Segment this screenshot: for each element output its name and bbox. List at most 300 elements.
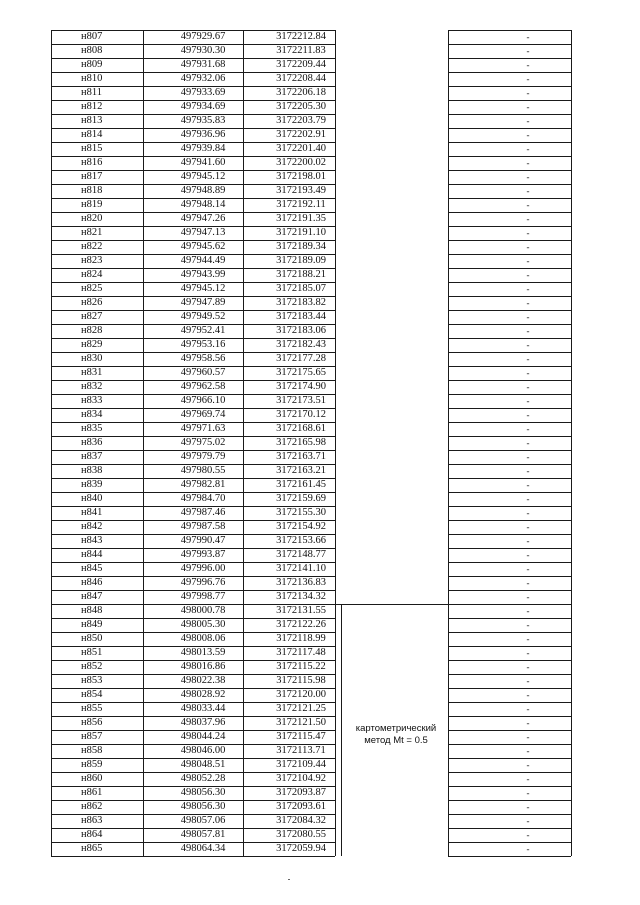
table-row (51, 632, 571, 646)
row-divider (448, 856, 571, 857)
row-divider (51, 702, 335, 703)
table-row (51, 674, 571, 688)
row-divider (448, 520, 571, 521)
table-row (51, 436, 571, 450)
x-coordinate-cell: 497953.16 (180, 339, 226, 350)
table-row (51, 338, 571, 352)
table-row (51, 240, 571, 254)
dash-cell: - (526, 88, 530, 98)
x-coordinate-cell: 497935.83 (180, 115, 226, 126)
row-divider (448, 786, 571, 787)
table-row (51, 730, 571, 744)
table-row (51, 408, 571, 422)
table-row (51, 744, 571, 758)
row-divider (51, 324, 335, 325)
row-divider (51, 450, 335, 451)
point-id-cell: н823 (81, 255, 103, 266)
table-row (51, 800, 571, 814)
point-id-cell: н829 (81, 339, 103, 350)
dash-cell: - (526, 718, 530, 728)
row-divider (448, 632, 571, 633)
point-id-cell: н828 (81, 325, 103, 336)
y-coordinate-cell: 3172174.90 (276, 381, 326, 392)
row-divider (448, 58, 571, 59)
dash-cell: - (526, 536, 530, 546)
y-coordinate-cell: 3172189.09 (276, 255, 326, 266)
point-id-cell: н847 (81, 591, 103, 602)
table-row (51, 142, 571, 156)
x-coordinate-cell: 497930.30 (180, 45, 226, 56)
dash-cell: - (526, 340, 530, 350)
x-coordinate-cell: 497960.57 (180, 367, 226, 378)
x-coordinate-cell: 498033.44 (180, 703, 226, 714)
table-row (51, 352, 571, 366)
dash-cell: - (526, 382, 530, 392)
table-row (51, 100, 571, 114)
dash-cell: - (526, 774, 530, 784)
x-coordinate-cell: 497948.89 (180, 185, 226, 196)
y-coordinate-cell: 3172182.43 (276, 339, 326, 350)
dash-cell: - (526, 158, 530, 168)
x-coordinate-cell: 497998.77 (180, 591, 226, 602)
x-coordinate-cell: 498057.06 (180, 815, 226, 826)
row-divider (448, 422, 571, 423)
y-coordinate-cell: 3172183.44 (276, 311, 326, 322)
column-divider (335, 30, 336, 856)
point-id-cell: н840 (81, 493, 103, 504)
dash-cell: - (526, 564, 530, 574)
row-divider (448, 128, 571, 129)
point-id-cell: н814 (81, 129, 103, 140)
row-divider (448, 436, 571, 437)
column-divider (143, 30, 144, 856)
dash-cell: - (526, 312, 530, 322)
row-divider (51, 520, 335, 521)
row-divider (448, 212, 571, 213)
point-id-cell: н836 (81, 437, 103, 448)
x-coordinate-cell: 497949.52 (180, 311, 226, 322)
table-row (51, 716, 571, 730)
row-divider (51, 114, 335, 115)
dash-cell: - (526, 186, 530, 196)
row-divider (51, 590, 335, 591)
y-coordinate-cell: 3172192.11 (276, 199, 326, 210)
x-coordinate-cell: 498056.30 (180, 787, 226, 798)
y-coordinate-cell: 3172183.82 (276, 297, 326, 308)
point-id-cell: н807 (81, 31, 103, 42)
point-id-cell: н809 (81, 59, 103, 70)
row-divider (51, 408, 335, 409)
row-divider (51, 842, 335, 843)
point-id-cell: н845 (81, 563, 103, 574)
point-id-cell: н832 (81, 381, 103, 392)
table-row (51, 128, 571, 142)
x-coordinate-cell: 498037.96 (180, 717, 226, 728)
dash-cell: - (526, 438, 530, 448)
x-coordinate-cell: 498008.06 (180, 633, 226, 644)
row-divider (51, 618, 335, 619)
dash-cell: - (526, 746, 530, 756)
column-divider (571, 30, 572, 856)
row-divider (448, 492, 571, 493)
table-row (51, 422, 571, 436)
point-id-cell: н818 (81, 185, 103, 196)
row-divider (448, 576, 571, 577)
x-coordinate-cell: 497987.58 (180, 521, 226, 532)
y-coordinate-cell: 3172084.32 (276, 815, 326, 826)
x-coordinate-cell: 498016.86 (180, 661, 226, 672)
x-coordinate-cell: 497982.81 (180, 479, 226, 490)
x-coordinate-cell: 497945.62 (180, 241, 226, 252)
dash-cell: - (526, 522, 530, 532)
y-coordinate-cell: 3172191.35 (276, 213, 326, 224)
point-id-cell: н808 (81, 45, 103, 56)
dash-cell: - (526, 410, 530, 420)
y-coordinate-cell: 3172141.10 (276, 563, 326, 574)
row-divider (51, 660, 335, 661)
table-row (51, 184, 571, 198)
dash-cell: - (526, 732, 530, 742)
dash-cell: - (526, 284, 530, 294)
y-coordinate-cell: 3172121.25 (276, 703, 326, 714)
y-coordinate-cell: 3172159.69 (276, 493, 326, 504)
point-id-cell: н813 (81, 115, 103, 126)
point-id-cell: н819 (81, 199, 103, 210)
x-coordinate-cell: 497943.99 (180, 269, 226, 280)
row-divider (51, 548, 335, 549)
y-coordinate-cell: 3172117.48 (276, 647, 326, 658)
table-row (51, 660, 571, 674)
row-divider (51, 772, 335, 773)
dash-cell: - (526, 816, 530, 826)
point-id-cell: н846 (81, 577, 103, 588)
x-coordinate-cell: 497948.14 (180, 199, 226, 210)
y-coordinate-cell: 3172193.49 (276, 185, 326, 196)
dash-cell: - (526, 620, 530, 630)
y-coordinate-cell: 3172198.01 (276, 171, 326, 182)
point-id-cell: н815 (81, 143, 103, 154)
x-coordinate-cell: 497996.00 (180, 563, 226, 574)
point-id-cell: н853 (81, 675, 103, 686)
row-divider (51, 30, 335, 31)
point-id-cell: н862 (81, 801, 103, 812)
row-divider (51, 254, 335, 255)
table-row (51, 30, 571, 44)
y-coordinate-cell: 3172122.26 (276, 619, 326, 630)
y-coordinate-cell: 3172131.55 (276, 605, 326, 616)
dash-cell: - (526, 788, 530, 798)
x-coordinate-cell: 497947.13 (180, 227, 226, 238)
method-label-line2: метод Mt = 0.5 (364, 735, 428, 746)
row-divider (448, 800, 571, 801)
dash-cell: - (526, 74, 530, 84)
x-coordinate-cell: 497931.68 (180, 59, 226, 70)
y-coordinate-cell: 3172202.91 (276, 129, 326, 140)
row-divider (448, 744, 571, 745)
x-coordinate-cell: 497984.70 (180, 493, 226, 504)
row-divider (448, 198, 571, 199)
row-divider (448, 478, 571, 479)
table-row (51, 492, 571, 506)
row-divider (448, 310, 571, 311)
table-row (51, 842, 571, 856)
point-id-cell: н849 (81, 619, 103, 630)
x-coordinate-cell: 497996.76 (180, 577, 226, 588)
row-divider (448, 156, 571, 157)
dash-cell: - (526, 270, 530, 280)
row-divider (51, 310, 335, 311)
y-coordinate-cell: 3172183.06 (276, 325, 326, 336)
table-row (51, 772, 571, 786)
row-divider (448, 72, 571, 73)
row-divider (51, 422, 335, 423)
x-coordinate-cell: 497952.41 (180, 325, 226, 336)
x-coordinate-cell: 497934.69 (180, 101, 226, 112)
y-coordinate-cell: 3172203.79 (276, 115, 326, 126)
row-divider (51, 380, 335, 381)
y-coordinate-cell: 3172206.18 (276, 87, 326, 98)
table-row (51, 534, 571, 548)
x-coordinate-cell: 498052.28 (180, 773, 226, 784)
row-divider (51, 562, 335, 563)
point-id-cell: н851 (81, 647, 103, 658)
point-id-cell: н856 (81, 717, 103, 728)
dash-cell: - (526, 494, 530, 504)
table-row (51, 114, 571, 128)
x-coordinate-cell: 497969.74 (180, 409, 226, 420)
row-divider (448, 674, 571, 675)
y-coordinate-cell: 3172093.61 (276, 801, 326, 812)
table-row (51, 156, 571, 170)
dash-cell: - (526, 550, 530, 560)
y-coordinate-cell: 3172104.92 (276, 773, 326, 784)
row-divider (51, 534, 335, 535)
x-coordinate-cell: 497941.60 (180, 157, 226, 168)
row-divider (51, 576, 335, 577)
point-id-cell: н821 (81, 227, 103, 238)
point-id-cell: н824 (81, 269, 103, 280)
x-coordinate-cell: 497932.06 (180, 73, 226, 84)
dash-cell: - (526, 662, 530, 672)
table-row (51, 604, 571, 618)
row-divider (51, 296, 335, 297)
x-coordinate-cell: 497990.47 (180, 535, 226, 546)
y-coordinate-cell: 3172163.21 (276, 465, 326, 476)
row-divider (448, 814, 571, 815)
row-divider (448, 772, 571, 773)
table-row (51, 786, 571, 800)
dash-cell: - (526, 298, 530, 308)
dash-cell: - (526, 606, 530, 616)
dash-cell: - (526, 452, 530, 462)
y-coordinate-cell: 3172173.51 (276, 395, 326, 406)
row-divider (51, 282, 335, 283)
row-divider (448, 324, 571, 325)
row-divider (448, 394, 571, 395)
table-row (51, 324, 571, 338)
y-coordinate-cell: 3172188.21 (276, 269, 326, 280)
y-coordinate-cell: 3172134.32 (276, 591, 326, 602)
dash-cell: - (526, 634, 530, 644)
table-row (51, 618, 571, 632)
point-id-cell: н827 (81, 311, 103, 322)
row-divider (448, 702, 571, 703)
dash-cell: - (526, 592, 530, 602)
y-coordinate-cell: 3172113.71 (276, 745, 326, 756)
x-coordinate-cell: 497975.02 (180, 437, 226, 448)
table-row (51, 254, 571, 268)
row-divider (448, 548, 571, 549)
x-coordinate-cell: 497987.46 (180, 507, 226, 518)
point-id-cell: н844 (81, 549, 103, 560)
y-coordinate-cell: 3172168.61 (276, 423, 326, 434)
point-id-cell: н831 (81, 367, 103, 378)
table-row (51, 58, 571, 72)
row-divider (448, 170, 571, 171)
table-row (51, 212, 571, 226)
row-divider (51, 72, 335, 73)
table-row (51, 86, 571, 100)
row-divider (51, 492, 335, 493)
dash-cell: - (526, 760, 530, 770)
row-divider (448, 268, 571, 269)
x-coordinate-cell: 497929.67 (180, 31, 226, 42)
row-divider (448, 408, 571, 409)
y-coordinate-cell: 3172115.98 (276, 675, 326, 686)
row-divider (51, 212, 335, 213)
point-id-cell: н825 (81, 283, 103, 294)
row-divider (51, 268, 335, 269)
row-divider (448, 254, 571, 255)
point-id-cell: н852 (81, 661, 103, 672)
table-row (51, 72, 571, 86)
x-coordinate-cell: 498046.00 (180, 745, 226, 756)
table-row (51, 268, 571, 282)
y-coordinate-cell: 3172118.99 (276, 633, 326, 644)
x-coordinate-cell: 497979.79 (180, 451, 226, 462)
y-coordinate-cell: 3172189.34 (276, 241, 326, 252)
point-id-cell: н841 (81, 507, 103, 518)
x-coordinate-cell: 497966.10 (180, 395, 226, 406)
y-coordinate-cell: 3172120.00 (276, 689, 326, 700)
point-id-cell: н830 (81, 353, 103, 364)
y-coordinate-cell: 3172109.44 (276, 759, 326, 770)
table-row (51, 506, 571, 520)
dash-cell: - (526, 354, 530, 364)
y-coordinate-cell: 3172121.50 (276, 717, 326, 728)
row-divider (448, 142, 571, 143)
x-coordinate-cell: 498005.30 (180, 619, 226, 630)
point-id-cell: н858 (81, 745, 103, 756)
table-row (51, 478, 571, 492)
row-divider (51, 100, 335, 101)
x-coordinate-cell: 498028.92 (180, 689, 226, 700)
dash-cell: - (526, 844, 530, 854)
table-row (51, 366, 571, 380)
row-divider (51, 814, 335, 815)
row-divider (448, 282, 571, 283)
dash-cell: - (526, 424, 530, 434)
row-divider (51, 716, 335, 717)
row-divider (448, 758, 571, 759)
table-row (51, 758, 571, 772)
table-row (51, 226, 571, 240)
method-label-line1: картометрический (355, 723, 437, 734)
y-coordinate-cell: 3172136.83 (276, 577, 326, 588)
point-id-cell: н865 (81, 843, 103, 854)
row-divider (51, 128, 335, 129)
y-coordinate-cell: 3172185.07 (276, 283, 326, 294)
point-id-cell: н861 (81, 787, 103, 798)
row-divider (448, 226, 571, 227)
row-divider (448, 590, 571, 591)
row-divider (448, 30, 571, 31)
x-coordinate-cell: 498056.30 (180, 801, 226, 812)
dash-cell: - (526, 830, 530, 840)
row-divider (51, 184, 335, 185)
table-row (51, 170, 571, 184)
point-id-cell: н826 (81, 297, 103, 308)
dash-cell: - (526, 396, 530, 406)
table-row (51, 198, 571, 212)
dash-cell: - (526, 172, 530, 182)
table-row (51, 576, 571, 590)
row-divider (51, 800, 335, 801)
column-divider (51, 30, 52, 856)
row-divider (51, 352, 335, 353)
dash-cell: - (526, 256, 530, 266)
dash-cell: - (526, 102, 530, 112)
x-coordinate-cell: 497980.55 (180, 465, 226, 476)
table-row (51, 296, 571, 310)
dash-cell: - (526, 466, 530, 476)
row-divider (51, 632, 335, 633)
x-coordinate-cell: 498044.24 (180, 731, 226, 742)
table-row (51, 44, 571, 58)
table-row (51, 548, 571, 562)
row-divider (448, 114, 571, 115)
table-row (51, 464, 571, 478)
row-divider (51, 604, 335, 605)
row-divider (448, 464, 571, 465)
y-coordinate-cell: 3172093.87 (276, 787, 326, 798)
dash-cell: - (526, 130, 530, 140)
dash-cell: - (526, 214, 530, 224)
table-row (51, 310, 571, 324)
dash-cell: - (526, 508, 530, 518)
row-divider (448, 828, 571, 829)
row-divider (448, 534, 571, 535)
dash-cell: - (526, 368, 530, 378)
x-coordinate-cell: 497971.63 (180, 423, 226, 434)
y-coordinate-cell: 3172115.47 (276, 731, 326, 742)
row-divider (448, 100, 571, 101)
row-divider (448, 688, 571, 689)
row-divider (448, 86, 571, 87)
y-coordinate-cell: 3172115.22 (276, 661, 326, 672)
x-coordinate-cell: 497947.89 (180, 297, 226, 308)
row-divider (51, 758, 335, 759)
y-coordinate-cell: 3172155.30 (276, 507, 326, 518)
row-divider (448, 450, 571, 451)
row-divider (51, 436, 335, 437)
y-coordinate-cell: 3172205.30 (276, 101, 326, 112)
x-coordinate-cell: 497947.26 (180, 213, 226, 224)
row-divider (51, 506, 335, 507)
point-id-cell: н811 (81, 87, 102, 98)
row-divider (51, 688, 335, 689)
table-row (51, 450, 571, 464)
